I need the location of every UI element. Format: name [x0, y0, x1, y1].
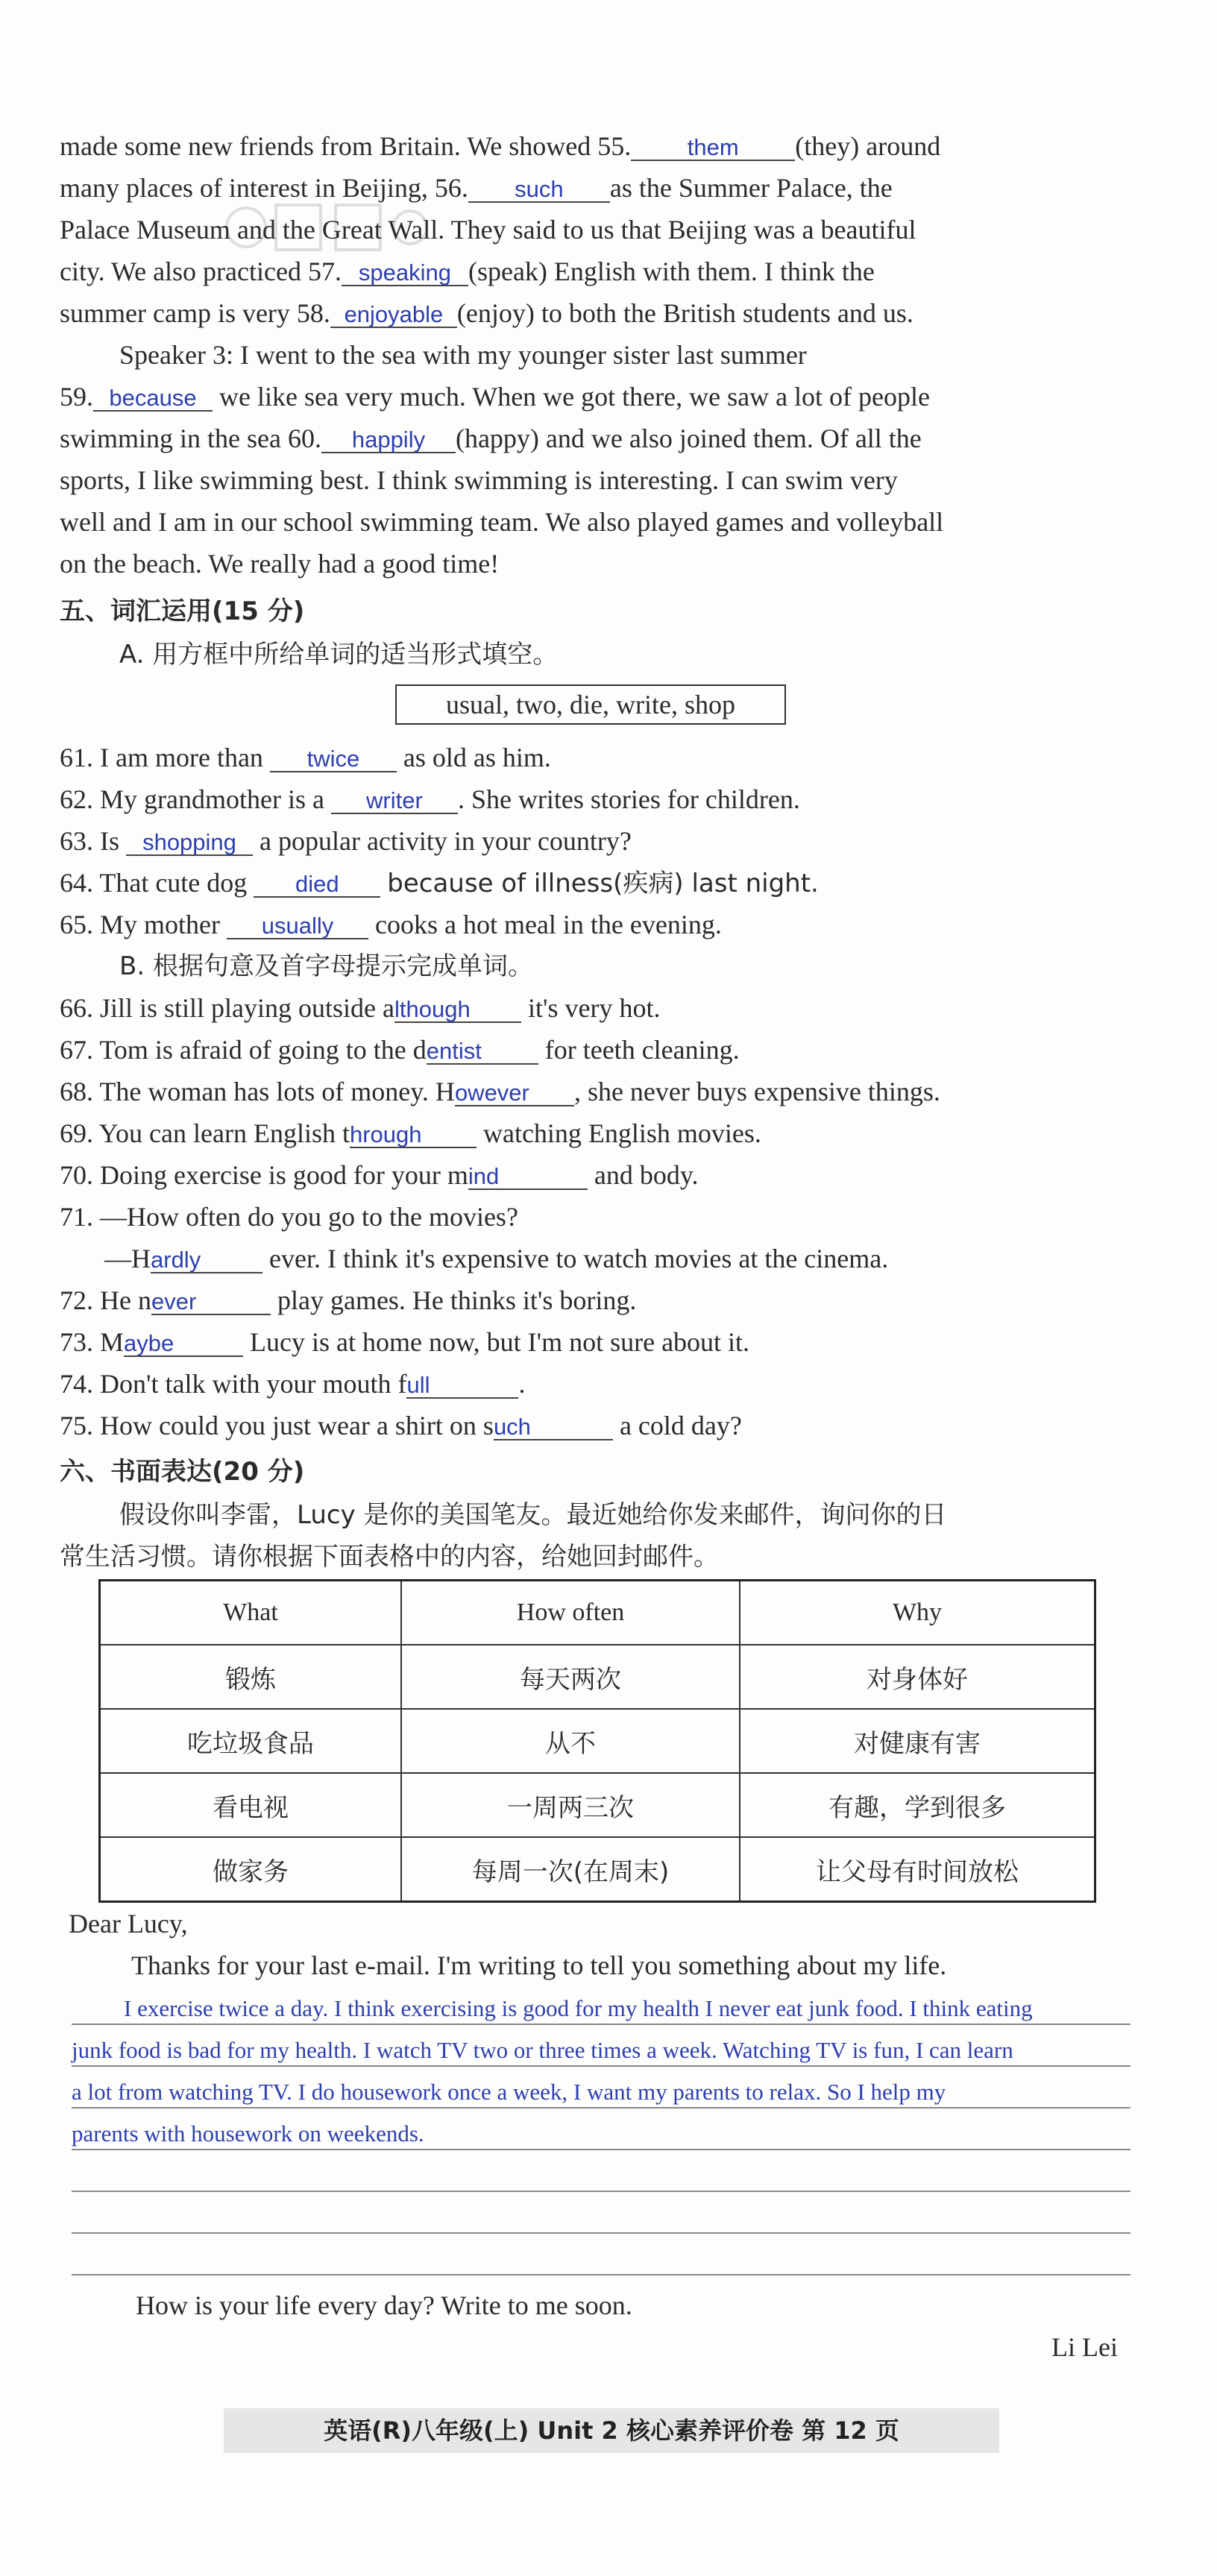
word-box: usual, two, die, write, shop [395, 684, 786, 725]
answer-67[interactable]: entist [427, 1036, 538, 1065]
essay-line-3[interactable]: a lot from watching TV. I do housework once a week, I want my parents to relax. So I help my [72, 2079, 946, 2105]
passage-line-8: swimming in the sea 60. happily (happy) and we also joined them. Of all the [60, 423, 922, 453]
table-cell: 锻炼 [100, 1645, 402, 1709]
writing-line [72, 2274, 1130, 2276]
question-68: 68. The woman has lots of money. However , she never buys expensive things. [60, 1077, 940, 1106]
answer-68[interactable]: owever [455, 1078, 574, 1106]
passage-line-6: Speaker 3: I went to the sea with my younger sister last summer [119, 340, 807, 370]
answer-69[interactable]: hrough [350, 1120, 477, 1148]
answer-55[interactable]: them [631, 133, 795, 161]
writing-line [72, 2149, 1130, 2150]
passage-line-5: summer camp is very 58. enjoyable (enjoy) to both the British students and us. [60, 298, 913, 328]
table-cell: 吃垃圾食品 [100, 1709, 402, 1773]
question-65: 65. My mother usually cooks a hot meal in the evening. [60, 910, 722, 939]
table-cell: 有趣，学到很多 [740, 1773, 1095, 1837]
section6-prompt-1: 假设你叫李雷，Lucy 是你的美国笔友。最近她给你发来邮件，询问你的日 [119, 1500, 947, 1530]
answer-70[interactable]: ind [468, 1162, 588, 1190]
answer-74[interactable]: ull [406, 1370, 518, 1399]
table-header: How often [401, 1581, 740, 1646]
section6-title: 六、书面表达(20 分) [60, 1457, 305, 1487]
passage-line-7: 59. because we like sea very much. When we got there, we saw a lot of people [60, 382, 930, 412]
answer-61[interactable]: twice [270, 744, 397, 772]
table-cell: 做家务 [100, 1837, 402, 1902]
answer-65[interactable]: usually [227, 911, 368, 939]
table-cell: 每周一次(在周末) [401, 1837, 740, 1902]
answer-66[interactable]: lthough [394, 995, 521, 1023]
question-63: 63. Is shopping a popular activity in your country? [60, 826, 632, 856]
essay-line-1[interactable]: I exercise twice a day. I think exercising is good for my health I never eat junk food. I think eating [124, 1995, 1033, 2021]
answer-59[interactable]: because [93, 383, 213, 412]
answer-72[interactable]: ever [151, 1287, 271, 1315]
table-header: Why [740, 1581, 1095, 1646]
section6-prompt-2: 常生活习惯。请你根据下面表格中的内容，给她回封邮件。 [60, 1542, 719, 1572]
table-row [100, 1837, 1095, 1902]
table-cell: 看电视 [100, 1773, 402, 1837]
table-header-row [100, 1581, 1095, 1646]
essay-line-4[interactable]: parents with housework on weekends. [72, 2120, 424, 2147]
question-70: 70. Doing exercise is good for your mind and body. [60, 1160, 699, 1190]
answer-58[interactable]: enjoyable [330, 300, 457, 328]
page-footer: 英语(R)八年级(上) Unit 2 核心素养评价卷 第 12 页 [224, 2408, 999, 2453]
table-header: What [100, 1581, 402, 1646]
writing-line [72, 2024, 1130, 2025]
letter-salutation: Dear Lucy, [69, 1909, 188, 1939]
question-67: 67. Tom is afraid of going to the dentist for teeth cleaning. [60, 1035, 740, 1065]
question-61: 61. I am more than twice as old as him. [60, 743, 551, 772]
table-cell: 让父母有时间放松 [740, 1837, 1095, 1902]
answer-63[interactable]: shopping [126, 828, 253, 856]
table-cell: 每天两次 [401, 1645, 740, 1709]
question-74: 74. Don't talk with your mouth full . [60, 1369, 526, 1399]
question-71-reply: —Hardly ever. I think it's expensive to watch movies at the cinema. [104, 1244, 889, 1273]
table-cell: 从不 [401, 1709, 740, 1773]
question-75: 75. How could you just wear a shirt on such a cold day? [60, 1411, 742, 1440]
letter-signature: Li Lei [1051, 2332, 1118, 2362]
passage-line-1: made some new friends from Britain. We showed 55. them (they) around [60, 131, 941, 161]
passage-line-10: well and I am in our school swimming team. We also played games and volleyball [60, 507, 944, 537]
table-cell: 一周两三次 [401, 1773, 740, 1837]
passage-line-2: many places of interest in Beijing, 56. such as the Summer Palace, the [60, 173, 893, 203]
writing-line [72, 2065, 1130, 2067]
answer-75[interactable]: uch [494, 1412, 613, 1440]
question-73: 73. Maybe Lucy is at home now, but I'm not sure about it. [60, 1327, 750, 1357]
writing-line [72, 2107, 1130, 2109]
answer-71[interactable]: ardly [151, 1245, 262, 1273]
answer-56[interactable]: such [468, 174, 610, 203]
answer-64[interactable]: died [254, 869, 380, 898]
table-cell: 对健康有害 [740, 1709, 1095, 1773]
writing-line [72, 2191, 1130, 2192]
essay-line-2[interactable]: junk food is bad for my health. I watch TV two or three times a week. Watching TV is fun, I can learn [72, 2037, 1013, 2063]
answer-62[interactable]: writer [331, 786, 458, 814]
answer-57[interactable]: speaking [342, 258, 468, 286]
section5-partA-instruction: A. 用方框中所给单词的适当形式填空。 [119, 640, 559, 670]
section5-partB-instruction: B. 根据句意及首字母提示完成单词。 [119, 951, 533, 981]
answer-73[interactable]: aybe [124, 1329, 243, 1357]
question-62: 62. My grandmother is a writer . She writes stories for children. [60, 784, 800, 814]
question-69: 69. You can learn English through watching English movies. [60, 1118, 761, 1148]
passage-line-11: on the beach. We really had a good time! [60, 549, 500, 579]
table-cell: 对身体好 [740, 1645, 1095, 1709]
table-row [100, 1709, 1095, 1773]
section5-title: 五、词汇运用(15 分) [60, 596, 305, 626]
question-72: 72. He never play games. He thinks it's boring. [60, 1285, 637, 1315]
passage-line-3: Palace Museum and the Great Wall. They said to us that Beijing was a beautiful [60, 215, 916, 245]
question-71-prompt: 71. —How often do you go to the movies? [60, 1202, 518, 1232]
answer-60[interactable]: happily [321, 425, 456, 453]
writing-line [72, 2232, 1130, 2234]
table-row [100, 1773, 1095, 1837]
letter-closing: How is your life every day? Write to me soon. [136, 2290, 632, 2320]
table-row [100, 1645, 1095, 1709]
passage-line-4: city. We also practiced 57. speaking (speak) English with them. I think the [60, 256, 875, 286]
question-66: 66. Jill is still playing outside although it's very hot. [60, 993, 661, 1023]
passage-line-9: sports, I like swimming best. I think swimming is interesting. I can swim very [60, 465, 898, 495]
letter-opening: Thanks for your last e-mail. I'm writing to tell you something about my life. [131, 1950, 947, 1980]
question-64: 64. That cute dog died because of illness(疾病) last night. [60, 868, 819, 898]
habits-table [98, 1579, 1096, 1903]
